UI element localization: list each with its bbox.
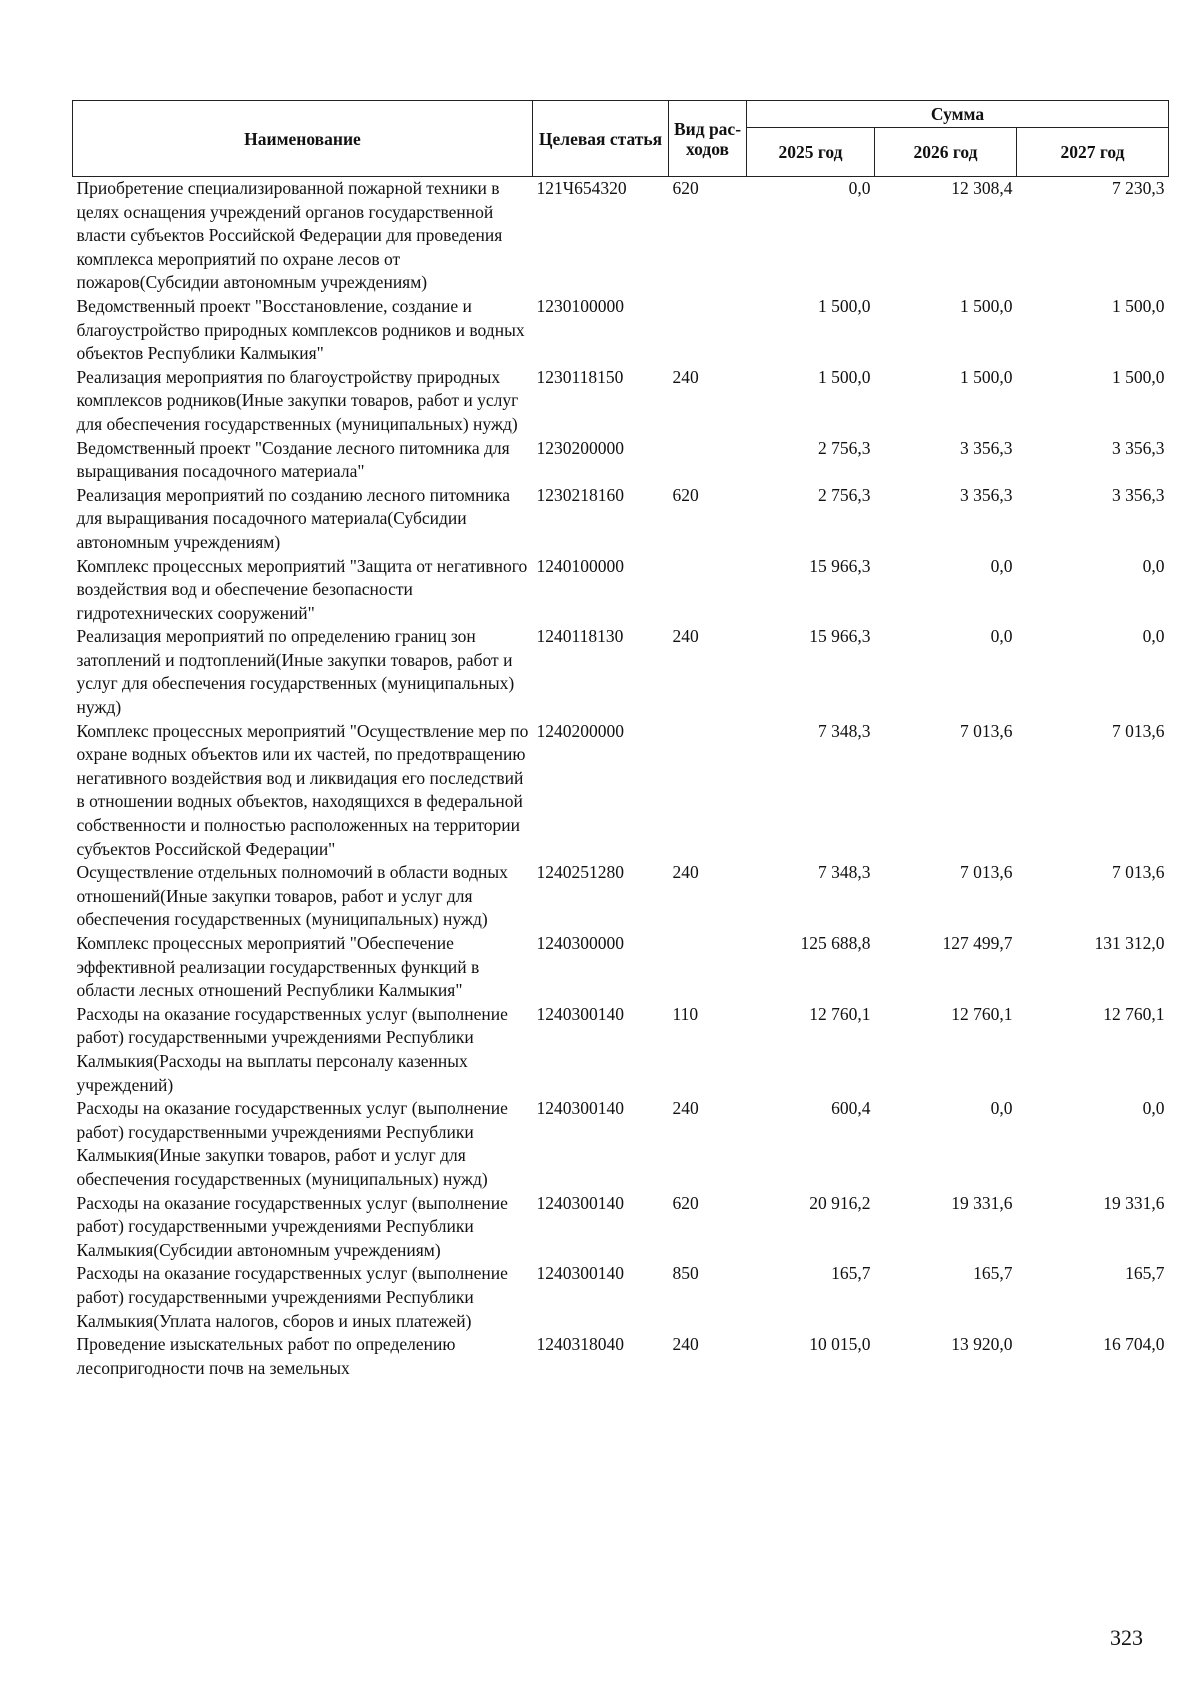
header-year-2027: 2027 год xyxy=(1017,128,1169,177)
row-sum-2025: 10 015,0 xyxy=(809,1334,871,1355)
table-row xyxy=(73,932,1169,1003)
row-sum-2026: 127 499,7 xyxy=(942,933,1013,953)
row-sum-2025: 15 966,3 xyxy=(809,555,871,576)
budget-table xyxy=(72,100,1169,1380)
row-name: Расходы на оказание государственных услуг (выполнение работ) государственными учреждениями Республики Калмыкия(Расходы на выплаты персоналу казенных учреждений) xyxy=(76,1003,508,1095)
row-sum-2026: 1 500,0 xyxy=(960,366,1013,387)
table-row xyxy=(73,1262,1169,1333)
row-name: Расходы на оказание государственных услуг (выполнение работ) государственными учреждениями Республики Калмыкия(Иные закупки товаров, работ и услуг для обеспечения государственных (муниципальных) нужд) xyxy=(76,1098,508,1189)
header-sum: Сумма xyxy=(747,101,1169,128)
row-target-article: 1240300140 xyxy=(536,1003,624,1024)
table-row xyxy=(73,1003,1169,1097)
row-expense-type: 620 xyxy=(672,1192,699,1213)
row-expense-type: 110 xyxy=(672,1003,699,1024)
row-target-article: 1240100000 xyxy=(536,555,624,576)
row-name: Ведомственный проект "Восстановление, создание и благоустройство природных комплексов родников и водных объектов Республики Калмыкия" xyxy=(76,295,525,364)
row-sum-2026: 19 331,6 xyxy=(951,1192,1013,1213)
row-sum-2026: 3 356,3 xyxy=(960,484,1013,505)
row-sum-2025: 2 756,3 xyxy=(818,437,871,458)
row-sum-2026: 1 500,0 xyxy=(960,295,1013,316)
table-row xyxy=(73,1192,1169,1263)
row-sum-2027: 7 013,6 xyxy=(1112,720,1165,741)
table-row xyxy=(73,625,1169,719)
header-year-2025: 2025 год xyxy=(747,128,875,177)
table-row xyxy=(73,295,1169,366)
row-name: Комплекс процессных мероприятий "Осуществление мер по охране водных объектов или их частей, по предотвращению негативного воздействия вод и ликвидация его последствий в отношении водных объектов, находящихся в федеральной собственности и полностью расположенных на территории субъектов Российской Федерации" xyxy=(76,720,529,859)
table-row xyxy=(73,720,1169,862)
row-sum-2027: 0,0 xyxy=(1142,1098,1165,1119)
row-sum-2027: 12 760,1 xyxy=(1103,1003,1165,1024)
row-sum-2026: 7 013,6 xyxy=(960,720,1013,741)
row-name: Комплекс процессных мероприятий "Защита от негативного воздействия вод и обеспечение безопасности гидротехнических сооружений" xyxy=(76,555,528,623)
row-sum-2025: 15 966,3 xyxy=(809,626,871,647)
row-target-article: 1240118130 xyxy=(536,626,624,647)
row-sum-2025: 125 688,8 xyxy=(800,933,871,953)
row-name: Приобретение специализированной пожарной техники в целях оснащения учреждений органов государственной власти субъектов Российской Федерации для проведения комплекса мероприятий по охране лесов от пожаров(Субсидии автономным учреждениям) xyxy=(76,178,503,293)
row-sum-2027: 0,0 xyxy=(1142,555,1165,576)
row-expense-type: 240 xyxy=(672,366,699,387)
row-expense-type: 240 xyxy=(672,626,699,647)
table-header xyxy=(73,101,1169,177)
row-target-article: 1230218160 xyxy=(536,484,624,505)
row-sum-2025: 7 348,3 xyxy=(818,862,871,883)
row-sum-2027: 3 356,3 xyxy=(1112,437,1165,458)
table-body xyxy=(73,177,1169,1381)
row-target-article: 1230118150 xyxy=(536,366,624,387)
row-expense-type: 240 xyxy=(672,1098,699,1119)
row-sum-2025: 600,4 xyxy=(831,1098,871,1119)
row-sum-2027: 1 500,0 xyxy=(1112,295,1165,316)
header-name: Наименование xyxy=(73,101,533,177)
row-sum-2025: 1 500,0 xyxy=(818,366,871,387)
row-sum-2026: 13 920,0 xyxy=(951,1334,1013,1355)
row-sum-2026: 165,7 xyxy=(973,1263,1013,1284)
row-name: Комплекс процессных мероприятий "Обеспечение эффективной реализации государственных функций в области лесных отношений Республики Калмыкия" xyxy=(76,933,480,1001)
row-target-article: 121Ч654320 xyxy=(536,178,627,198)
row-sum-2027: 7 013,6 xyxy=(1112,862,1165,883)
row-name: Осуществление отдельных полномочий в области водных отношений(Иные закупки товаров, работ и услуг для обеспечения государственных (муниципальных) нужд) xyxy=(76,862,508,930)
row-sum-2026: 0,0 xyxy=(990,626,1013,647)
table-row xyxy=(73,861,1169,932)
row-expense-type xyxy=(669,932,747,1003)
row-name: Реализация мероприятий по определению границ зон затоплений и подтоплений(Иные закупки товаров, работ и услуг для обеспечения государственных (муниципальных) нужд) xyxy=(76,626,515,718)
row-sum-2026: 0,0 xyxy=(990,1098,1013,1119)
row-expense-type xyxy=(669,720,747,862)
row-target-article: 1240300000 xyxy=(536,933,624,953)
row-sum-2027: 7 230,3 xyxy=(1112,178,1165,198)
row-target-article: 1240318040 xyxy=(536,1334,624,1355)
row-expense-type: 620 xyxy=(672,484,699,505)
table-row xyxy=(73,1333,1169,1380)
table-row xyxy=(73,437,1169,484)
table-row xyxy=(73,366,1169,437)
row-sum-2027: 1 500,0 xyxy=(1112,366,1165,387)
page-number: 323 xyxy=(1110,1625,1143,1650)
row-sum-2025: 1 500,0 xyxy=(818,295,871,316)
table-row xyxy=(73,1097,1169,1191)
row-target-article: 1240300140 xyxy=(536,1263,624,1284)
row-sum-2027: 19 331,6 xyxy=(1103,1192,1165,1213)
row-name: Расходы на оказание государственных услуг (выполнение работ) государственными учреждениями Республики Калмыкия(Субсидии автономным учреждениям) xyxy=(76,1192,508,1260)
row-sum-2025: 7 348,3 xyxy=(818,720,871,741)
row-expense-type: 850 xyxy=(672,1263,699,1284)
row-sum-2027: 16 704,0 xyxy=(1103,1334,1165,1355)
row-target-article: 1240251280 xyxy=(536,862,624,883)
row-target-article: 1240300140 xyxy=(536,1098,624,1119)
row-expense-type: 240 xyxy=(672,1334,699,1355)
row-sum-2027: 165,7 xyxy=(1125,1263,1165,1284)
row-sum-2025: 20 916,2 xyxy=(809,1192,871,1213)
table-row xyxy=(73,177,1169,295)
row-name: Проведение изыскательных работ по определению лесопригодности почв на земельных xyxy=(76,1334,456,1378)
table-row xyxy=(73,555,1169,626)
row-target-article: 1230200000 xyxy=(536,437,624,458)
row-sum-2026: 12 308,4 xyxy=(951,178,1013,198)
row-expense-type xyxy=(669,437,747,484)
row-sum-2027: 131 312,0 xyxy=(1094,933,1165,953)
row-sum-2026: 7 013,6 xyxy=(960,862,1013,883)
row-sum-2025: 165,7 xyxy=(831,1263,871,1284)
row-sum-2025: 12 760,1 xyxy=(809,1003,871,1024)
row-name: Реализация мероприятий по созданию лесного питомника для выращивания посадочного материала(Субсидии автономным учреждениям) xyxy=(76,484,510,552)
row-sum-2025: 0,0 xyxy=(848,178,871,198)
row-name: Расходы на оказание государственных услуг (выполнение работ) государственными учреждениями Республики Калмыкия(Уплата налогов, сборов и иных платежей) xyxy=(76,1263,508,1331)
row-expense-type xyxy=(669,555,747,626)
row-target-article: 1230100000 xyxy=(536,295,624,316)
row-name: Реализация мероприятия по благоустройству природных комплексов родников(Иные закупки товаров, работ и услуг для обеспечения государственных (муниципальных) нужд) xyxy=(76,366,519,434)
row-expense-type: 240 xyxy=(672,862,699,883)
row-expense-type xyxy=(669,295,747,366)
row-target-article: 1240300140 xyxy=(536,1192,624,1213)
row-sum-2025: 2 756,3 xyxy=(818,484,871,505)
row-target-article: 1240200000 xyxy=(536,720,624,741)
table-row xyxy=(73,484,1169,555)
row-sum-2026: 12 760,1 xyxy=(951,1003,1013,1024)
row-sum-2026: 3 356,3 xyxy=(960,437,1013,458)
header-year-2026: 2026 год xyxy=(875,128,1017,177)
header-kind: Вид рас-ходов xyxy=(669,101,747,177)
row-expense-type: 620 xyxy=(672,178,699,198)
row-name: Ведомственный проект "Создание лесного питомника для выращивания посадочного материала" xyxy=(76,437,510,482)
header-code: Целевая статья xyxy=(533,101,669,177)
row-sum-2026: 0,0 xyxy=(990,555,1013,576)
row-sum-2027: 0,0 xyxy=(1142,626,1165,647)
document-page xyxy=(72,100,1168,1380)
row-sum-2027: 3 356,3 xyxy=(1112,484,1165,505)
